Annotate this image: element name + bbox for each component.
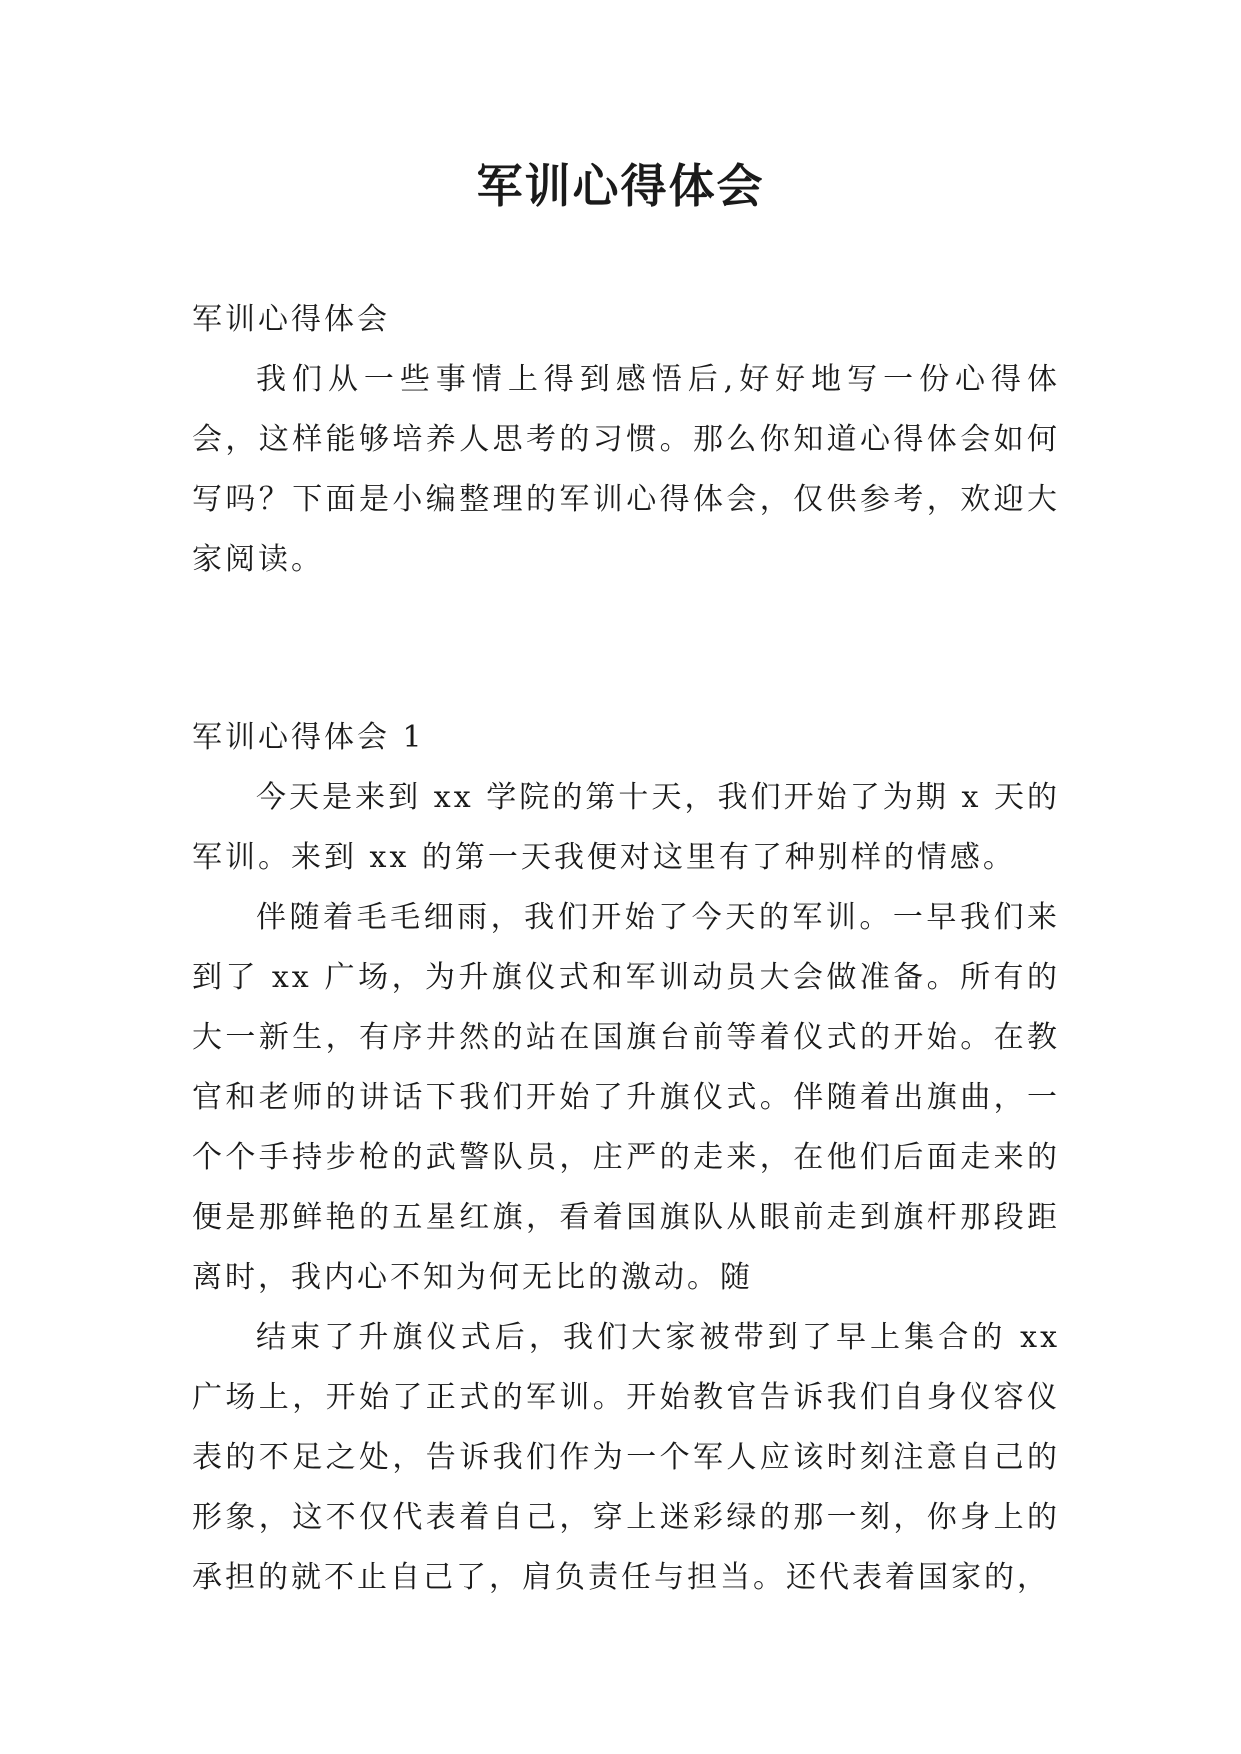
document-body — [192, 290, 1060, 1608]
section-spacer — [192, 590, 1060, 708]
body-paragraph: 结束了升旗仪式后，我们大家被带到了早上集合的 xx 广场上，开始了正式的军训。开始教官告诉我们自身仪容仪表的不足之处，告诉我们作为一个军人应该时刻注意自己的形象，这不仅代表着自己，穿上迷彩绿的那一刻，你身上的承担的就不止自己了，肩负责任与担当。还代表着国家的， — [192, 1320, 1060, 1595]
document-subtitle: 军训心得体会 — [192, 302, 390, 337]
body-paragraph: 伴随着毛毛细雨，我们开始了今天的军训。一早我们来到了 xx 广场，为升旗仪式和军训动员大会做准备。所有的大一新生，有序井然的站在国旗台前等着仪式的开始。在教官和老师的讲话下我们开始了升旗仪式。伴随着出旗曲，一个个手持步枪的武警队员，庄严的走来，在他们后面走来的便是那鲜艳的五星红旗，看着国旗队从眼前走到旗杆那段距离时，我内心不知为何无比的激动。随 — [192, 900, 1060, 1295]
intro-paragraph: 我们从一些事情上得到感悟后,好好地写一份心得体会，这样能够培养人思考的习惯。那么你知道心得体会如何写吗？下面是小编整理的军训心得体会，仅供参考，欢迎大家阅读。 — [192, 362, 1060, 577]
document-title: 军训心得体会 — [476, 159, 765, 213]
section-heading: 军训心得体会 1 — [192, 720, 425, 755]
body-paragraph: 今天是来到 xx 学院的第十天，我们开始了为期 x 天的军训。来到 xx 的第一天我便对这里有了种别样的情感。 — [192, 780, 1060, 875]
